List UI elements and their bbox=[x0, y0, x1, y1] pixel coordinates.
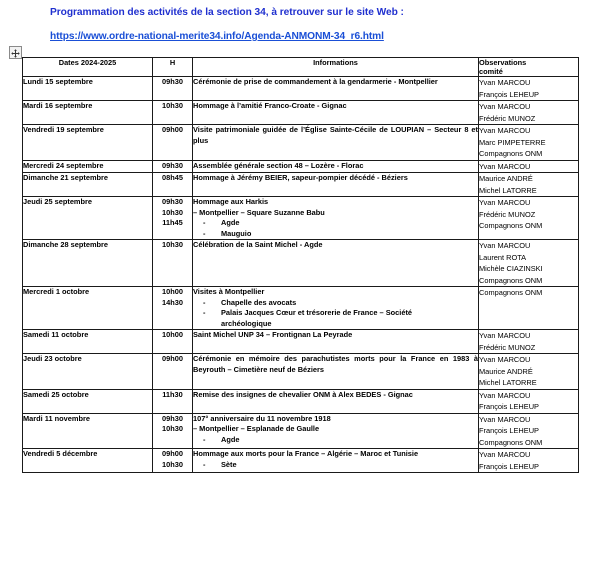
cell-date: Samedi 25 octobre bbox=[23, 389, 153, 413]
time-value: 09h30 bbox=[162, 77, 183, 86]
cell-information bbox=[193, 125, 479, 161]
observation-name: Yvan MARCOU bbox=[479, 450, 531, 459]
observation-name: Yvan MARCOU bbox=[479, 241, 531, 250]
information-line: – Montpellier – Square Suzanne Babu bbox=[193, 207, 325, 217]
bullet-text: Agde bbox=[221, 434, 240, 444]
observation-name: Michel LATORRE bbox=[479, 378, 537, 387]
bullet-dash-icon: - bbox=[203, 228, 206, 238]
bullet-dash-icon: - bbox=[203, 434, 206, 444]
information-line: – Montpellier – Esplanade de Gaulle bbox=[193, 424, 320, 433]
cell-time bbox=[153, 449, 193, 473]
cell-information bbox=[193, 354, 479, 390]
observation-name: Michèle CIAZINSKI bbox=[479, 264, 543, 273]
cell-date: Lundi 15 septembre bbox=[23, 77, 153, 101]
bullet-dash-icon: - bbox=[203, 308, 206, 317]
information-line: Visite patrimoniale guidée de l’Église Sainte-Cécile de LOUPIAN – Secteur 8 et plus bbox=[193, 125, 478, 145]
page-title: Programmation des activités de la section 34, à retrouver sur le site Web : bbox=[50, 7, 404, 18]
table-row bbox=[23, 77, 579, 101]
cell-information bbox=[193, 287, 479, 330]
cell-date: Vendredi 19 septembre bbox=[23, 125, 153, 161]
time-value: 10h30 bbox=[162, 424, 183, 433]
time-value: 09h00 bbox=[162, 449, 183, 458]
cell-observations bbox=[479, 354, 579, 390]
observation-name: Frédéric MUNOZ bbox=[479, 209, 536, 219]
table-row bbox=[23, 160, 579, 173]
cell-date: Jeudi 25 septembre bbox=[23, 197, 153, 240]
time-value: 11h30 bbox=[162, 389, 183, 399]
cell-time bbox=[153, 287, 193, 330]
time-value: 09h30 bbox=[162, 413, 183, 423]
bullet-text-continuation: archéologique bbox=[221, 318, 272, 328]
observation-name: Yvan MARCOU bbox=[479, 198, 531, 207]
table-row bbox=[23, 197, 579, 240]
move-cross-icon bbox=[10, 49, 21, 58]
cell-time bbox=[153, 173, 193, 197]
table-row bbox=[23, 354, 579, 390]
cell-observations bbox=[479, 160, 579, 173]
information-bullet bbox=[193, 218, 478, 229]
observation-name: Compagnons ONM bbox=[479, 221, 543, 230]
observation-name: Yvan MARCOU bbox=[479, 390, 531, 400]
cell-observations bbox=[479, 125, 579, 161]
cell-time bbox=[153, 330, 193, 354]
table-row bbox=[23, 449, 579, 473]
cell-date: Dimanche 28 septembre bbox=[23, 240, 153, 287]
observation-name: Compagnons ONM bbox=[479, 437, 543, 447]
observation-name: Yvan MARCOU bbox=[479, 126, 531, 135]
cell-observations bbox=[479, 413, 579, 449]
time-value: 10h00 bbox=[162, 330, 183, 339]
cell-date: Dimanche 21 septembre bbox=[23, 173, 153, 197]
information-bullet bbox=[193, 308, 478, 329]
agenda-table bbox=[22, 57, 579, 473]
time-value: 10h30 bbox=[162, 207, 183, 217]
time-value: 11h45 bbox=[162, 218, 183, 227]
observation-name: Yvan MARCOU bbox=[479, 78, 531, 87]
observation-name: François LEHEUP bbox=[479, 89, 539, 99]
table-row bbox=[23, 125, 579, 161]
observation-name: Compagnons ONM bbox=[479, 149, 543, 158]
cell-information bbox=[193, 197, 479, 240]
bullet-text: Sète bbox=[221, 459, 237, 469]
observation-name: Frédéric MUNOZ bbox=[479, 342, 536, 352]
cell-date: Vendredi 5 décembre bbox=[23, 449, 153, 473]
cell-observations bbox=[479, 101, 579, 125]
cell-information bbox=[193, 389, 479, 413]
cell-time bbox=[153, 413, 193, 449]
cell-observations bbox=[479, 330, 579, 354]
observation-name: François LEHEUP bbox=[479, 426, 539, 435]
observation-name: Yvan MARCOU bbox=[479, 102, 531, 111]
cell-date: Mardi 16 septembre bbox=[23, 101, 153, 125]
information-bullet bbox=[193, 229, 478, 240]
observation-name: Compagnons ONM bbox=[479, 288, 543, 297]
time-value: 10h30 bbox=[162, 459, 183, 469]
information-line: Hommage aux morts pour la France – Algérie – Maroc et Tunisie bbox=[193, 449, 419, 458]
cell-time bbox=[153, 77, 193, 101]
column-header-observations-line2: comité bbox=[479, 67, 503, 76]
bullet-text: Palais Jacques Cœur et trésorerie de France – Société bbox=[221, 308, 413, 317]
time-value: 09h00 bbox=[162, 125, 183, 134]
observation-name: Laurent ROTA bbox=[479, 252, 527, 262]
time-value: 09h30 bbox=[162, 197, 183, 206]
bullet-dash-icon: - bbox=[203, 459, 206, 469]
table-header-row bbox=[23, 58, 579, 77]
time-value: 10h00 bbox=[162, 287, 183, 296]
information-bullet bbox=[193, 460, 478, 471]
information-line: Remise des insignes de chevalier ONM à Alex BEDES - Gignac bbox=[193, 389, 413, 399]
observation-name: Compagnons ONM bbox=[479, 275, 543, 285]
cell-time bbox=[153, 240, 193, 287]
cell-observations bbox=[479, 449, 579, 473]
bullet-dash-icon: - bbox=[203, 297, 206, 307]
bullet-dash-icon: - bbox=[203, 218, 206, 227]
cell-date: Mercredi 1 octobre bbox=[23, 287, 153, 330]
cell-observations bbox=[479, 77, 579, 101]
observation-name: Yvan MARCOU bbox=[479, 355, 531, 364]
cell-information bbox=[193, 160, 479, 173]
cell-information bbox=[193, 77, 479, 101]
table-row bbox=[23, 240, 579, 287]
cell-information bbox=[193, 173, 479, 197]
bullet-text: Mauguio bbox=[221, 228, 252, 238]
cell-time bbox=[153, 354, 193, 390]
cell-date: Mardi 11 novembre bbox=[23, 413, 153, 449]
observation-name: Yvan MARCOU bbox=[479, 161, 531, 171]
observation-name: Maurice ANDRÉ bbox=[479, 366, 533, 376]
observation-name: François LEHEUP bbox=[479, 461, 539, 471]
column-header-observations bbox=[479, 58, 579, 77]
cell-information bbox=[193, 413, 479, 449]
table-row bbox=[23, 173, 579, 197]
cell-information bbox=[193, 101, 479, 125]
information-line: Hommage à Jérémy BEIER, sapeur-pompier décédé - Béziers bbox=[193, 173, 408, 182]
observation-name: François LEHEUP bbox=[479, 402, 539, 411]
cell-date: Jeudi 23 octobre bbox=[23, 354, 153, 390]
agenda-table-body bbox=[23, 58, 579, 473]
website-url-link[interactable]: https://www.ordre-national-merite34.info/Agenda-ANMONM-34_r6.html bbox=[50, 31, 384, 42]
cell-information bbox=[193, 240, 479, 287]
cell-time bbox=[153, 101, 193, 125]
observation-name: Yvan MARCOU bbox=[479, 331, 531, 340]
cell-time bbox=[153, 125, 193, 161]
information-line: Hommage à l’amitié Franco-Croate - Gignac bbox=[193, 101, 347, 110]
table-row bbox=[23, 413, 579, 449]
table-row bbox=[23, 101, 579, 125]
time-value: 09h30 bbox=[162, 160, 183, 170]
bullet-text: Agde bbox=[221, 218, 240, 227]
document-header bbox=[0, 0, 600, 44]
cell-date: Samedi 11 octobre bbox=[23, 330, 153, 354]
cell-observations bbox=[479, 240, 579, 287]
time-value: 14h30 bbox=[162, 297, 183, 307]
bullet-text: Chapelle des avocats bbox=[221, 297, 297, 307]
cell-information bbox=[193, 330, 479, 354]
table-row bbox=[23, 389, 579, 413]
column-header-informations: Informations bbox=[193, 58, 479, 77]
cell-observations bbox=[479, 389, 579, 413]
observation-name: Michel LATORRE bbox=[479, 185, 537, 195]
cell-time bbox=[153, 160, 193, 173]
information-line: Célébration de la Saint Michel - Agde bbox=[193, 240, 323, 249]
website-url-line bbox=[50, 28, 600, 44]
cell-date: Mercredi 24 septembre bbox=[23, 160, 153, 173]
information-line: Assemblée générale section 48 – Lozère - Florac bbox=[193, 160, 364, 170]
information-bullet bbox=[193, 435, 478, 446]
observation-name: Frédéric MUNOZ bbox=[479, 113, 536, 123]
cell-observations bbox=[479, 287, 579, 330]
observation-name: Yvan MARCOU bbox=[479, 414, 531, 424]
table-row bbox=[23, 330, 579, 354]
information-line: Hommage aux Harkis bbox=[193, 197, 269, 206]
information-line: Cérémonie en mémoire des parachutistes morts pour la France en 1983 à Beyrouth – Cimetière neuf de Béziers bbox=[193, 354, 478, 374]
observation-name: Marc PIMPETERRE bbox=[479, 137, 546, 147]
time-value: 10h30 bbox=[162, 101, 183, 110]
table-row bbox=[23, 287, 579, 330]
column-header-observations-line1: Observations bbox=[479, 58, 527, 67]
cell-observations bbox=[479, 197, 579, 240]
column-header-h: H bbox=[153, 58, 193, 77]
time-value: 10h30 bbox=[162, 240, 183, 249]
information-line: Visites à Montpellier bbox=[193, 287, 265, 296]
time-value: 09h00 bbox=[162, 354, 183, 363]
observation-name: Maurice ANDRÉ bbox=[479, 174, 533, 183]
column-header-dates: Dates 2024-2025 bbox=[23, 58, 153, 77]
table-move-handle[interactable] bbox=[9, 46, 22, 59]
cell-time bbox=[153, 197, 193, 240]
cell-information bbox=[193, 449, 479, 473]
cell-observations bbox=[479, 173, 579, 197]
information-line: Cérémonie de prise de commandement à la gendarmerie - Montpellier bbox=[193, 77, 438, 86]
cell-time bbox=[153, 389, 193, 413]
information-line: Saint Michel UNP 34 – Frontignan La Peyrade bbox=[193, 330, 353, 339]
information-line: 107° anniversaire du 11 novembre 1918 bbox=[193, 413, 331, 423]
time-value: 08h45 bbox=[162, 173, 183, 182]
information-bullet bbox=[193, 298, 478, 309]
